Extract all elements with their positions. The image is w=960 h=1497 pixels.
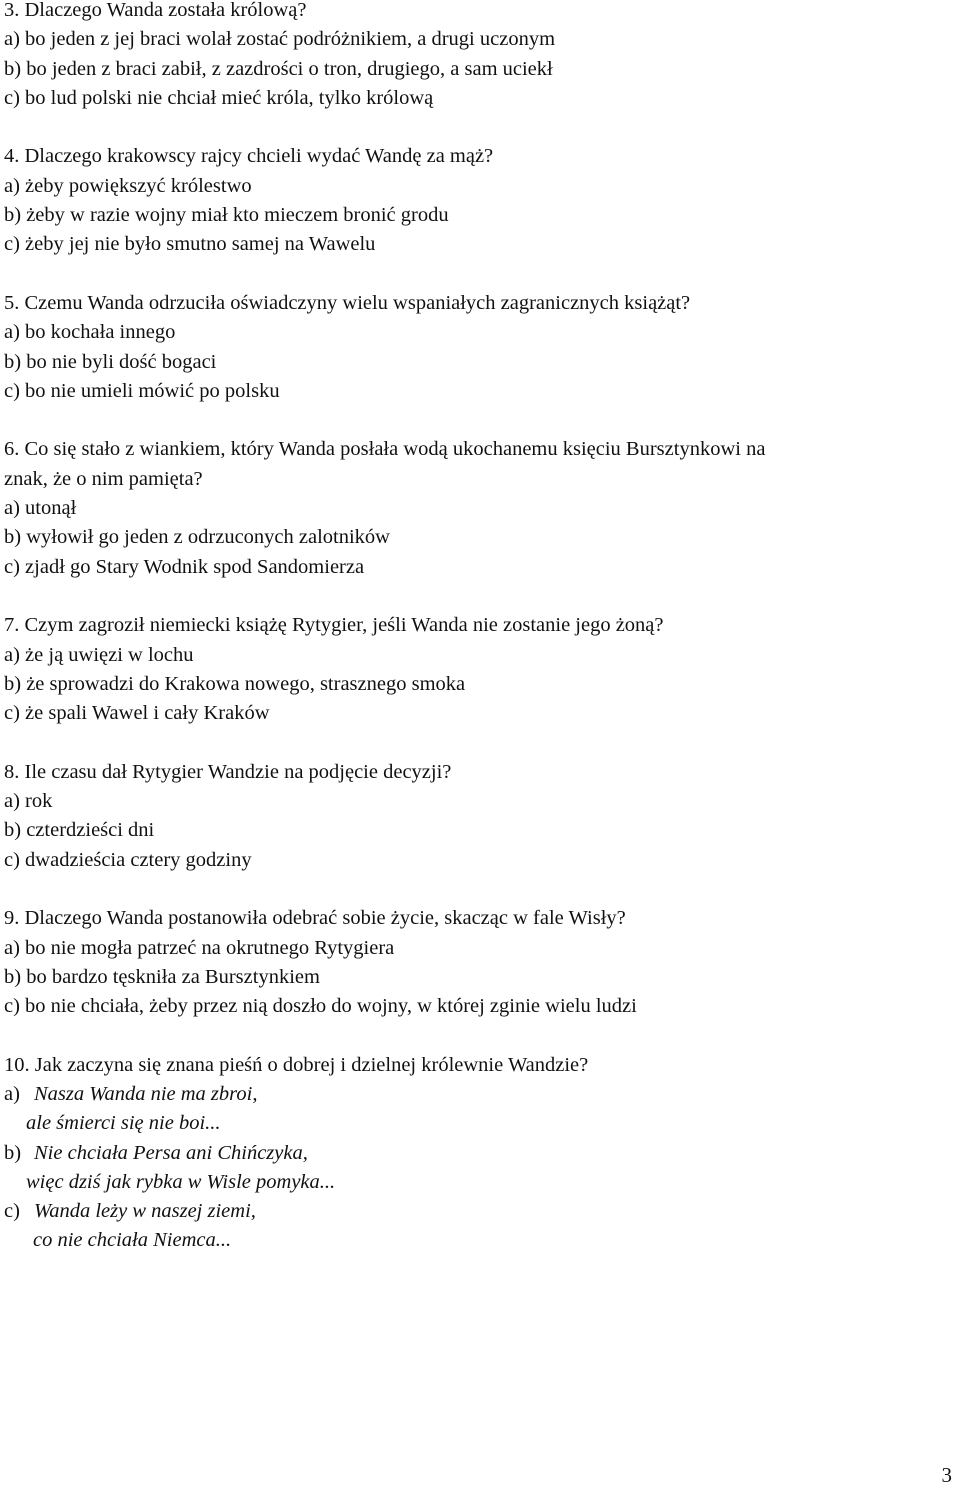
answer-a: a) bo kochała innego <box>4 321 176 344</box>
verse-line-1: Wanda leży w naszej ziemi, <box>34 1200 256 1223</box>
question-text-line-1: 6. Co się stało z wiankiem, który Wanda posłała wodą ukochanemu księciu Bursztynkowi na <box>4 438 766 461</box>
verse-line-2: co nie chciała Niemca... <box>33 1229 232 1252</box>
answer-a: a) utonął <box>4 497 77 520</box>
answer-c: c) bo lud polski nie chciał mieć króla, tylko królową <box>4 86 434 109</box>
verse-line-2: więc dziś jak rybka w Wisle pomyka... <box>26 1170 336 1193</box>
quiz-page <box>4 0 954 1256</box>
question-4 <box>4 142 954 259</box>
answer-letter: c) <box>4 1200 20 1223</box>
answer-b: b) bo bardzo tęskniła za Bursztynkiem <box>4 965 320 988</box>
verse-line-1: Nie chciała Persa ani Chińczyka, <box>34 1141 308 1164</box>
answer-c: c) dwadzieścia cztery godziny <box>4 848 252 871</box>
question-6 <box>4 435 954 581</box>
question-text: 5. Czemu Wanda odrzuciła oświadczyny wielu wspaniałych zagranicznych książąt? <box>4 291 691 314</box>
verse-line-1: Nasza Wanda nie ma zbroi, <box>34 1082 258 1105</box>
question-9 <box>4 904 954 1021</box>
question-7 <box>4 611 954 728</box>
answer-a: a) że ją uwięzi w lochu <box>4 643 194 666</box>
question-10 <box>4 1051 954 1256</box>
answer-c <box>4 1197 954 1226</box>
answer-a: a) żeby powiększyć królestwo <box>4 174 252 197</box>
answer-c: c) żeby jej nie było smutno samej na Wawelu <box>4 233 376 256</box>
question-8 <box>4 758 954 875</box>
answer-b: b) żeby w razie wojny miał kto mieczem bronić grodu <box>4 204 449 227</box>
answer-b: b) bo nie byli dość bogaci <box>4 350 217 373</box>
question-5 <box>4 289 954 406</box>
answer-b: b) bo jeden z braci zabił, z zazdrości o tron, drugiego, a sam uciekł <box>4 57 553 80</box>
page-number: 3 <box>941 1463 952 1487</box>
answer-b: b) że sprowadzi do Krakowa nowego, strasznego smoka <box>4 672 466 695</box>
question-text: 8. Ile czasu dał Rytygier Wandzie na podjęcie decyzji? <box>4 760 452 783</box>
answer-a: a) rok <box>4 790 53 813</box>
answer-letter: a) <box>4 1082 20 1105</box>
answer-b <box>4 1139 954 1168</box>
answer-letter: b) <box>4 1141 22 1164</box>
answer-c: c) bo nie chciała, żeby przez nią doszło do wojny, w której zginie wielu ludzi <box>4 995 637 1018</box>
question-text-line-2: znak, że o nim pamięta? <box>4 467 203 490</box>
answer-c: c) bo nie umieli mówić po polsku <box>4 379 280 402</box>
answer-a: a) bo nie mogła patrzeć na okrutnego Rytygiera <box>4 936 395 959</box>
question-text: 3. Dlaczego Wanda została królową? <box>4 0 307 21</box>
answer-a: a) bo jeden z jej braci wolał zostać podróżnikiem, a drugi uczonym <box>4 28 556 51</box>
verse-line-2: ale śmierci się nie boi... <box>26 1112 221 1135</box>
answer-b: b) wyłowił go jeden z odrzuconych zalotników <box>4 526 390 549</box>
question-3 <box>4 0 954 113</box>
answer-a <box>4 1080 954 1109</box>
answer-b: b) czterdzieści dni <box>4 819 155 842</box>
question-text: 4. Dlaczego krakowscy rajcy chcieli wydać Wandę za mąż? <box>4 145 494 168</box>
answer-c: c) zjadł go Stary Wodnik spod Sandomierza <box>4 555 365 578</box>
question-text: 7. Czym zagroził niemiecki książę Rytygier, jeśli Wanda nie zostanie jego żoną? <box>4 614 664 637</box>
question-text: 10. Jak zaczyna się znana pieśń o dobrej i dzielnej królewnie Wandzie? <box>4 1053 589 1076</box>
answer-c: c) że spali Wawel i cały Kraków <box>4 702 270 725</box>
question-text: 9. Dlaczego Wanda postanowiła odebrać sobie życie, skacząc w fale Wisły? <box>4 907 626 930</box>
